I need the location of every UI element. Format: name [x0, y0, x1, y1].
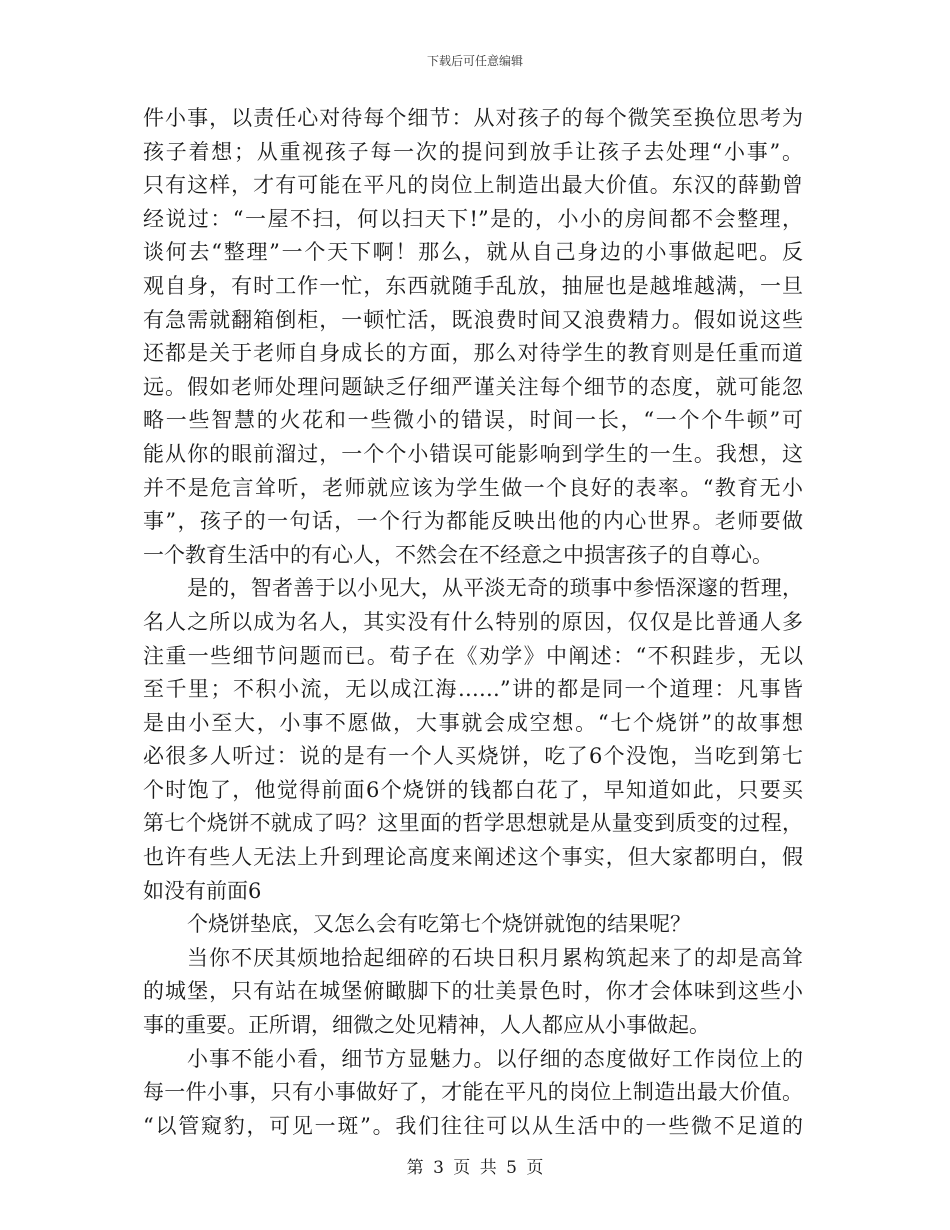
- text-line: 第七个烧饼不就成了吗？这里面的哲学思想就是从量变到质变的过程，: [143, 811, 803, 836]
- text-line: 事”，孩子的一句话，一个行为都能反映出他的内心世界。老师要做: [143, 509, 803, 534]
- text-line: 如没有前面6: [143, 878, 262, 903]
- text-line: 观自身，有时工作一忙，东西就随手乱放，抽屉也是越堆越满，一旦: [143, 273, 803, 298]
- text-line: 个烧饼垫底，又怎么会有吃第七个烧饼就饱的结果呢？: [187, 912, 691, 937]
- text-line: 事的重要。正所谓，细微之处见精神，人人都应从小事做起。: [143, 1013, 710, 1038]
- text-line: 略一些智慧的火花和一些微小的错误，时间一长，“一个个牛顿”可: [143, 408, 803, 433]
- text-line: 远。假如老师处理问题缺乏仔细严谨关注每个细节的态度，就可能忽: [143, 374, 803, 399]
- text-line: 至千里；不积小流，无以成江海……”讲的都是同一个道理：凡事皆: [143, 677, 803, 702]
- text-line: 经说过：“一屋不扫，何以扫天下!”是的，小小的房间都不会整理，: [143, 206, 803, 231]
- text-line: 的城堡，只有站在城堡俯瞰脚下的壮美景色时，你才会体味到这些小: [143, 979, 803, 1004]
- text-line: 当你不厌其烦地拾起细碎的石块日积月累构筑起来了的却是高耸: [187, 945, 803, 970]
- text-line: 也许有些人无法上升到理论高度来阐述这个事实，但大家都明白，假: [143, 845, 803, 870]
- text-line: 还都是关于老师自身成长的方面，那么对待学生的教育则是任重而道: [143, 341, 803, 366]
- text-line: 能从你的眼前溜过，一个个小错误可能影响到学生的一生。我想，这: [143, 441, 803, 466]
- text-line: 是由小至大，小事不愿做，大事就会成空想。“七个烧饼”的故事想: [143, 710, 803, 735]
- page-header: 下载后可任意编辑: [426, 54, 523, 68]
- text-line: 是的，智者善于以小见大，从平淡无奇的琐事中参悟深邃的哲理，: [187, 576, 803, 601]
- text-line: 有急需就翻箱倒柜，一顿忙活，既浪费时间又浪费精力。假如说这些: [143, 307, 803, 332]
- text-line: 名人之所以成为名人，其实没有什么特别的原因，仅仅是比普通人多: [143, 609, 803, 634]
- text-line: 件小事，以责任心对待每个细节：从对孩子的每个微笑至换位思考为: [143, 106, 803, 130]
- text-line: 一个教育生活中的有心人，不然会在不经意之中损害孩子的自尊心。: [143, 542, 773, 567]
- text-line: 孩子着想；从重视孩子每一次的提问到放手让孩子去处理“小事”。: [143, 139, 803, 164]
- text-line: “以管窥豹，可见一斑”。我们往往可以从生活中的一些微不足道的: [143, 1113, 803, 1138]
- text-line: 只有这样，才有可能在平凡的岗位上制造出最大价值。东汉的薛勤曾: [143, 173, 803, 198]
- text-line: 每一件小事，只有小事做好了，才能在平凡的岗位上制造出最大价值。: [143, 1080, 803, 1105]
- document-body: [143, 102, 803, 1143]
- text-line: 必很多人听过：说的是有一个人买烧饼，吃了6个没饱，当吃到第七: [143, 744, 803, 769]
- text-line: 注重一些细节问题而已。荀子在《劝学》中阐述：“不积跬步，无以: [143, 643, 803, 668]
- text-line: 个时饱了，他觉得前面6个烧饼的钱都白花了，早知道如此，只要买: [143, 777, 803, 802]
- text-line: 并不是危言耸听，老师就应该为学生做一个良好的表率。“教育无小: [143, 475, 803, 500]
- text-line: 小事不能小看，细节方显魅力。以仔细的态度做好工作岗位上的: [187, 1046, 803, 1071]
- page-number: 第 3 页 共 5 页: [406, 1158, 544, 1178]
- text-line: 谈何去“整理”一个天下啊！那么，就从自己身边的小事做起吧。反: [143, 240, 803, 265]
